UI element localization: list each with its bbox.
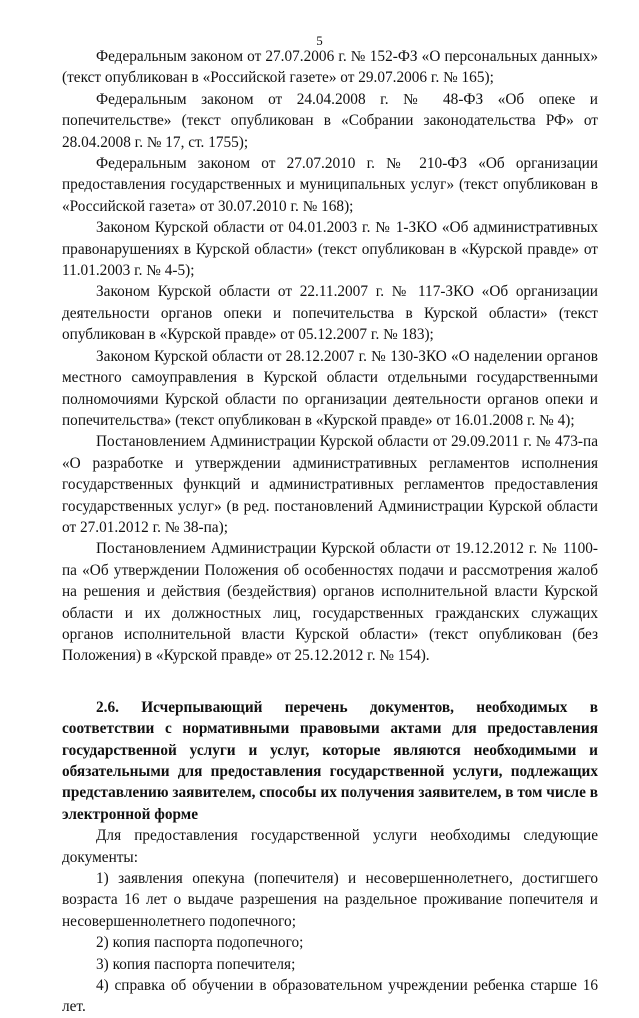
legal-basis-item: Федеральным законом от 24.04.2008 г. № 48-ФЗ «Об опеке и попечительстве» (текст опубликован в «Собрании законодательства РФ» от 28.04.2008 г. № 17, ст. 1755); bbox=[62, 90, 598, 151]
document-list-item: 3) копия паспорта попечителя; bbox=[96, 955, 296, 973]
legal-basis-item: Постановлением Администрации Курской области от 29.09.2011 г. № 473-па «О разработке и утверждении административных регламентов исполнения государственных функций и административных регламентов предоставления государственных услуг» (в ред. постановлений Администрации Курской области от 27.01.2012 г. № 38-па); bbox=[62, 433, 598, 536]
legal-basis-item: Законом Курской области от 04.01.2003 г. № 1-ЗКО «Об административных правонарушениях в Курской области» (текст опубликован в «Курской правде» от 11.01.2003 г. № 4-5); bbox=[62, 219, 598, 280]
document-list-item: 1) заявления опекуна (попечителя) и несовершеннолетнего, достигшего возраста 16 лет о выдаче разрешения на раздельное проживание попечителя и несовершеннолетнего подопечного; bbox=[62, 870, 598, 930]
legal-basis-list bbox=[62, 46, 598, 667]
legal-basis-item: Законом Курской области от 22.11.2007 г. № 117-ЗКО «Об организации деятельности органов опеки и попечительства в Курской области» (текст опубликован в «Курской правде» от 05.12.2007 г. № 183); bbox=[62, 283, 598, 344]
section-intro: Для предоставления государственной услуги необходимы следующие документы: bbox=[62, 827, 598, 866]
page-content bbox=[62, 46, 598, 1018]
legal-basis-item: Федеральным законом от 27.07.2010 г. № 210-ФЗ «Об организации предоставления государственных и муниципальных услуг» (текст опубликован в «Российской газета» от 30.07.2010 г. № 168); bbox=[62, 155, 598, 215]
page-number: 5 bbox=[316, 33, 323, 48]
section-heading: 2.6. Исчерпывающий перечень документов, необходимых в соответствии с нормативными правовыми актами для предоставления государственной услуги и услуг, которые являются необходимыми и обязательными для предоставления государственной услуги, подлежащих представлению заявителем, способы их получения заявителем, в том числе в электронной форме bbox=[62, 698, 598, 823]
legal-basis-item: Федеральным законом от 27.07.2006 г. № 152-ФЗ «О персональных данных» (текст опубликован в «Российской газете» от 29.07.2006 г. № 165); bbox=[62, 48, 598, 87]
document-list-item: 2) копия паспорта подопечного; bbox=[96, 934, 304, 952]
document-list-item: 4) справка об обучении в образовательном учреждении ребенка старше 16 лет. bbox=[62, 977, 598, 1016]
legal-basis-item: Постановлением Администрации Курской области от 19.12.2012 г. № 1100-па «Об утверждении Положения об особенностях подачи и рассмотрения жалоб на решения и действия (бездействия) органов исполнительной власти Курской области и их должностных лиц, государственных гражданских служащих органов исполнительной власти Курской области» (текст опубликован (без Положения) в «Курской правде» от 25.12.2012 г. № 154). bbox=[62, 540, 598, 665]
documents-list bbox=[62, 868, 598, 1018]
legal-basis-item: Законом Курской области от 28.12.2007 г. № 130-ЗКО «О наделении органов местного самоуправления в Курской области отдельными государственными полномочиями Курской области по организации деятельности органов опеки и попечительства» (текст опубликован в «Курской правде» от 16.01.2008 г. № 4); bbox=[62, 347, 598, 429]
